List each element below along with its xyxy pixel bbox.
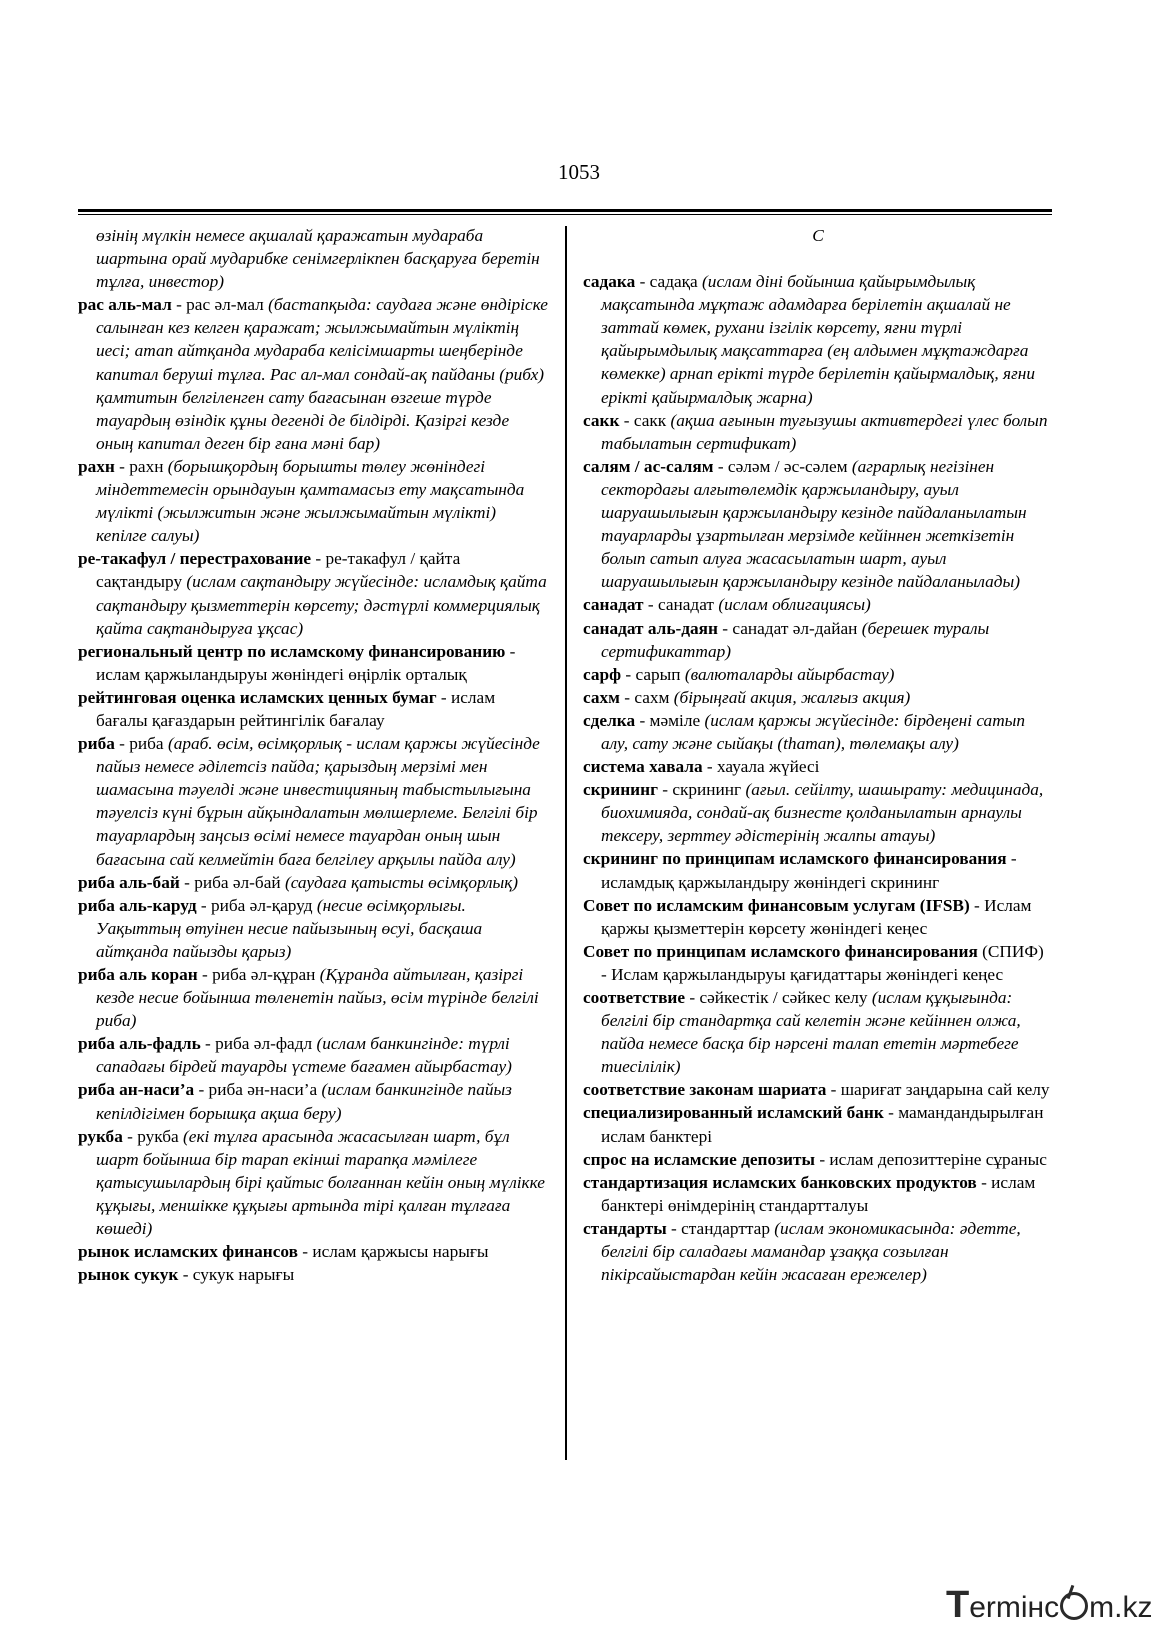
entry-term: сделка (583, 710, 636, 730)
dictionary-entry (78, 871, 548, 894)
entry-note: (араб. өсім, өсімқорлық - ислам қаржы жүйесінде пайыз немесе әділетсіз пайда; қарыздың мерзімі мен шамасына тәуелді және инвестицияның табыстылығына тәуелсіз күні бұрын айқындалатын мөлшерлеме. Белгілі бір тауарлардың заңсыз өсімі немесе тауардан оның шын бағасына сай келмейтін баға белгілеу арқылы пайда алу) (96, 734, 540, 869)
entry-term: риба (78, 734, 115, 754)
termincom-logo (946, 1584, 1152, 1627)
dictionary-entry (583, 455, 1053, 594)
entry-translation: - рахн (114, 456, 168, 476)
entry-term: стандарты (583, 1218, 667, 1238)
dictionary-entry (583, 1171, 1053, 1217)
header-rule-thin (78, 214, 1052, 215)
entry-translation: - ислам бағалы қағаздарын рейтингілік бағалау (96, 687, 496, 730)
entry-term: спрос на исламские депозиты (583, 1149, 815, 1169)
entry-note: (ислам банкингінде: түрлі сападағы бірдей тауарды үстеме бағамен айырбастау) (96, 1034, 512, 1077)
entry-term: сакк (583, 410, 620, 430)
dictionary-entry (583, 986, 1053, 1078)
entry-note: (борышқордың борышты төлеу жөніндегі міндеттемесін орындауын қамтамасыз ету мақсатында мүлікті (жылжитын және жылжымайтын мүлікті) кепілге салуы) (96, 456, 525, 546)
entry-note: (ислам діні бойынша қайырымдылық мақсатында мұқтаж адамдарға берілетін ақшалай не заттай көмек, рухани ізгілік көрсету, яғни түрлі қайырымдылық мақсаттарға (ең алдымен мұқтаждарға көмекке) арнап ерікті түрде берілетін қайырмалдық, яғни ерікті қайырмалдық жарна) (601, 272, 1036, 407)
entry-note: (ислам құқығында: белгілі бір стандартқа сай келетін және кейіннен олжа, пайда немесе басқа бір нәрсені талап ететін мәртебеге тиесілілік) (601, 988, 1021, 1077)
entry-note: (берешек туралы сертификаттар) (601, 618, 990, 661)
entry-translation: - ислам банктері өнімдерінің стандартталуы (601, 1172, 1036, 1215)
entry-translation: - стандарттар (666, 1218, 775, 1238)
dictionary-entry (583, 894, 1053, 940)
dictionary-entry (583, 847, 1053, 893)
entry-translation: - риба ән-наси’а (194, 1080, 322, 1100)
dictionary-entry (78, 455, 548, 547)
dictionary-entry (583, 663, 1053, 686)
dictionary-entry (78, 224, 548, 293)
entry-term: Совет по исламским финансовым услугам (IFSB) (583, 895, 970, 915)
entry-note: (ағыл. сейілту, шашырату: медицинада, биохимияда, сондай-ақ бизнесте қолданылатын арнаулы тексеру, зерттеу әдістерінің жалпы атауы) (601, 780, 1044, 846)
entry-translation: - скрининг (657, 780, 746, 800)
entry-term: соответствие законам шариата (583, 1080, 827, 1100)
header-rule (78, 209, 1052, 212)
dictionary-entry (583, 1217, 1053, 1286)
dictionary-entry (78, 1078, 548, 1124)
entry-term: специализированный исламский банк (583, 1103, 884, 1123)
entry-translation: - сәйкестік / сәйкес келу (685, 988, 872, 1007)
logo-letter: T (946, 1584, 970, 1626)
entry-note: (несие өсімқорлығы. Уақыттың өтуінен несие пайызының өсуі, басқаша айтқанда пайызды қарыз) (96, 895, 483, 961)
entry-term: соответствие (583, 988, 686, 1007)
entry-term: сахм (583, 687, 620, 707)
entry-note: (валюталарды айырбастау) (684, 664, 895, 684)
entry-term: Совет по принципам исламского финансирования (583, 941, 978, 961)
entry-translation: - хауала жүйесі (702, 757, 820, 777)
entry-term: риба аль-фадль (78, 1034, 201, 1054)
right-column (583, 224, 1053, 1286)
entry-note: (екі тұлға арасында жасасылған шарт, бұл шарт бойынша бір тарап екінші тарапқа мәмілеге қатысушылардың бірі қайтыс болғаннан кейін оның мүлікке құқығы, меншікке құқығы артында тірі қалған тұлғаға көшеді) (96, 1126, 545, 1239)
entry-term: санадат (583, 595, 644, 615)
entry-translation: - сәләм / әс-сәлем (713, 456, 852, 476)
entry-term: рас аль-мал (78, 295, 172, 315)
entry-note: (ислам экономикасында: әдетте, белгілі бір саладағы мамандар ұзаққа созылған пікірсайыстардан кейін жасаған ережелер) (601, 1218, 1021, 1285)
dictionary-entry (78, 686, 548, 732)
entry-term: рынок исламских финансов (78, 1242, 298, 1262)
logo-text: ermінc (969, 1591, 1060, 1624)
dictionary-entry (78, 1125, 548, 1240)
entry-term: рынок сукук (78, 1265, 179, 1285)
entry-translation: - рукба (122, 1126, 184, 1146)
entry-translation: - ислам қаржысы нарығы (297, 1242, 489, 1262)
entry-term: салям / ас-салям (583, 456, 714, 476)
entry-translation: - риба әл-құран (197, 965, 320, 984)
entry-term: стандартизация исламских банковских продуктов (583, 1172, 977, 1192)
dictionary-entry (583, 1101, 1053, 1147)
entry-translation: - мәміле (635, 710, 705, 730)
dictionary-entry (78, 1263, 548, 1286)
column-divider (565, 226, 567, 1460)
dictionary-entry (583, 409, 1053, 455)
entry-translation: - сахм (619, 687, 674, 707)
entry-term: сарф (583, 664, 622, 684)
entry-translation: - сукук нарығы (178, 1265, 295, 1285)
entry-translation: (СПИФ) - Ислам қаржыландыруы қағидаттары жөніндегі кеңес (601, 941, 1044, 984)
dictionary-entry (583, 940, 1053, 986)
entry-term: скрининг (583, 780, 658, 800)
entry-note: (аграрлық негізінен сектордағы алғытөлемдік қаржыландыру, ауыл шаруашылығын қаржыландыру кезінде пайдаланылатын тауарларды ұзартылған мерзімде кейіннен жеткізетін болып сатып алуға жасасылатын шарт, ауыл шаруашылығын қаржыландыру кезінде пайдаланылады) (601, 456, 1027, 592)
dictionary-entry (583, 593, 1053, 616)
entry-term: рейтинговая оценка исламских ценных бумаг (78, 687, 437, 707)
entry-translation: - мамандандырылған ислам банктері (601, 1103, 1044, 1146)
entry-note: (саудаға қатысты өсімқорлық) (284, 872, 519, 892)
dictionary-entry (78, 1240, 548, 1263)
dictionary-entry (78, 894, 548, 963)
entry-note: (ислам банкингінде пайыз кепілдігімен борышқа ақша беру) (96, 1080, 512, 1123)
entry-note: (бастапқыда: саудаға және өндіріске салынған кез келген қаражат; жылжымайтын мүліктің иесі; атап айтқанда мудараба келісімшарты шеңберінде капитал беруші тұлға. Рас ал-мал сондай-ақ пайданы (рибх) қамтитын белгіленген сату бағасынан өзгеше түрде тауардың өзіндік құны дегенді де білдірді. Қазіргі кезде оның капитал деген бір ғана мәні бар) (96, 295, 548, 453)
entry-note: (ислам қаржы жүйесінде: бірдеңені сатып алу, сату және сыйақы (thaman), төлемақы алу) (601, 710, 1026, 753)
entry-translation: - рас әл-мал (171, 295, 269, 315)
left-column (78, 224, 548, 1286)
entry-term: риба аль коран (78, 965, 198, 984)
logo-domain: m.kz (1089, 1591, 1153, 1624)
dictionary-entry (78, 640, 548, 686)
entry-term: риба аль-бай (78, 872, 180, 892)
page-number: 1053 (558, 160, 600, 184)
dictionary-entry (78, 732, 548, 871)
entry-note: (бірыңғай акция, жалғыз акция) (673, 687, 911, 707)
entry-translation: - ислам депозиттеріне сұраныс (815, 1149, 1047, 1169)
entry-term: рукба (78, 1126, 123, 1146)
entry-translation: - сакк (619, 410, 671, 430)
entry-term: риба ан-наси’а (78, 1080, 195, 1100)
entry-translation: - садақа (635, 272, 703, 292)
dictionary-entry (583, 778, 1053, 847)
entry-translation: - риба (114, 734, 168, 754)
dictionary-entry (583, 1078, 1053, 1101)
entry-term: региональный центр по исламскому финансированию (78, 641, 506, 661)
entry-translation: - риба әл-бай (179, 872, 285, 892)
entry-translation: - санадат әл-дайан (717, 618, 862, 638)
entry-note: (Құранда айтылған, қазіргі кезде несие бойынша төленетін пайыз, өсім түрінде белгілі риба) (96, 965, 539, 1031)
entry-translation: - ре-такафул / қайта сақтандыру (96, 549, 461, 592)
entry-note: (ислам облигациясы) (718, 595, 871, 615)
entry-term: скрининг по принципам исламского финансирования (583, 849, 1007, 869)
entry-term: риба аль-каруд (78, 895, 197, 915)
entry-term: санадат аль-даян (583, 618, 718, 638)
entry-translation: - сарып (621, 664, 685, 684)
logo-o-icon (1060, 1592, 1088, 1620)
entry-translation: - риба әл-фадл (200, 1034, 317, 1054)
dictionary-entry (583, 709, 1053, 755)
right-entries (583, 270, 1053, 1286)
entry-translation: - Ислам қаржы қызметтерін көрсету жөніндегі кеңес (601, 895, 1032, 938)
entry-translation: - шариғат заңдарына сай келу (826, 1080, 1050, 1100)
dictionary-entry (78, 293, 548, 455)
dictionary-entry (78, 963, 548, 1032)
dictionary-entry (583, 270, 1053, 409)
entry-term: рахн (78, 456, 115, 476)
dictionary-entry (583, 617, 1053, 663)
entry-term: ре-такафул / перестрахование (78, 549, 312, 569)
section-letter: С (812, 226, 824, 245)
dictionary-entry (583, 755, 1053, 778)
dictionary-entry (78, 1032, 548, 1078)
dictionary-entry (583, 1148, 1053, 1171)
entry-note: өзінің мүлкін немесе ақшалай қаражатын мудараба шартына орай мударибке сенімгерлікпен басқаруға беретін тұлға, инвестор) (96, 226, 540, 292)
entry-note: (ақша ағынын туғызушы активтердегі үлес болып табылатын сертификат) (601, 410, 1048, 453)
entry-term: система хавала (583, 757, 703, 777)
dictionary-entry (78, 547, 548, 639)
entry-term: садака (583, 272, 636, 292)
entry-translation: - исламдық қаржыландыру жөніндегі скрининг (601, 849, 1017, 892)
entry-translation: - ислам қаржыландыруы жөніндегі өңірлік орталық (96, 641, 516, 684)
entry-translation: - санадат (643, 595, 719, 615)
entry-translation: - риба әл-қаруд (196, 895, 317, 915)
entry-note: (ислам сақтандыру жүйесінде: исламдық қайта сақтандыру қызметтерін көрсету; дәстүрлі коммерциялық қайта сақтандыруға ұқсас) (96, 572, 547, 638)
dictionary-entry (583, 686, 1053, 709)
